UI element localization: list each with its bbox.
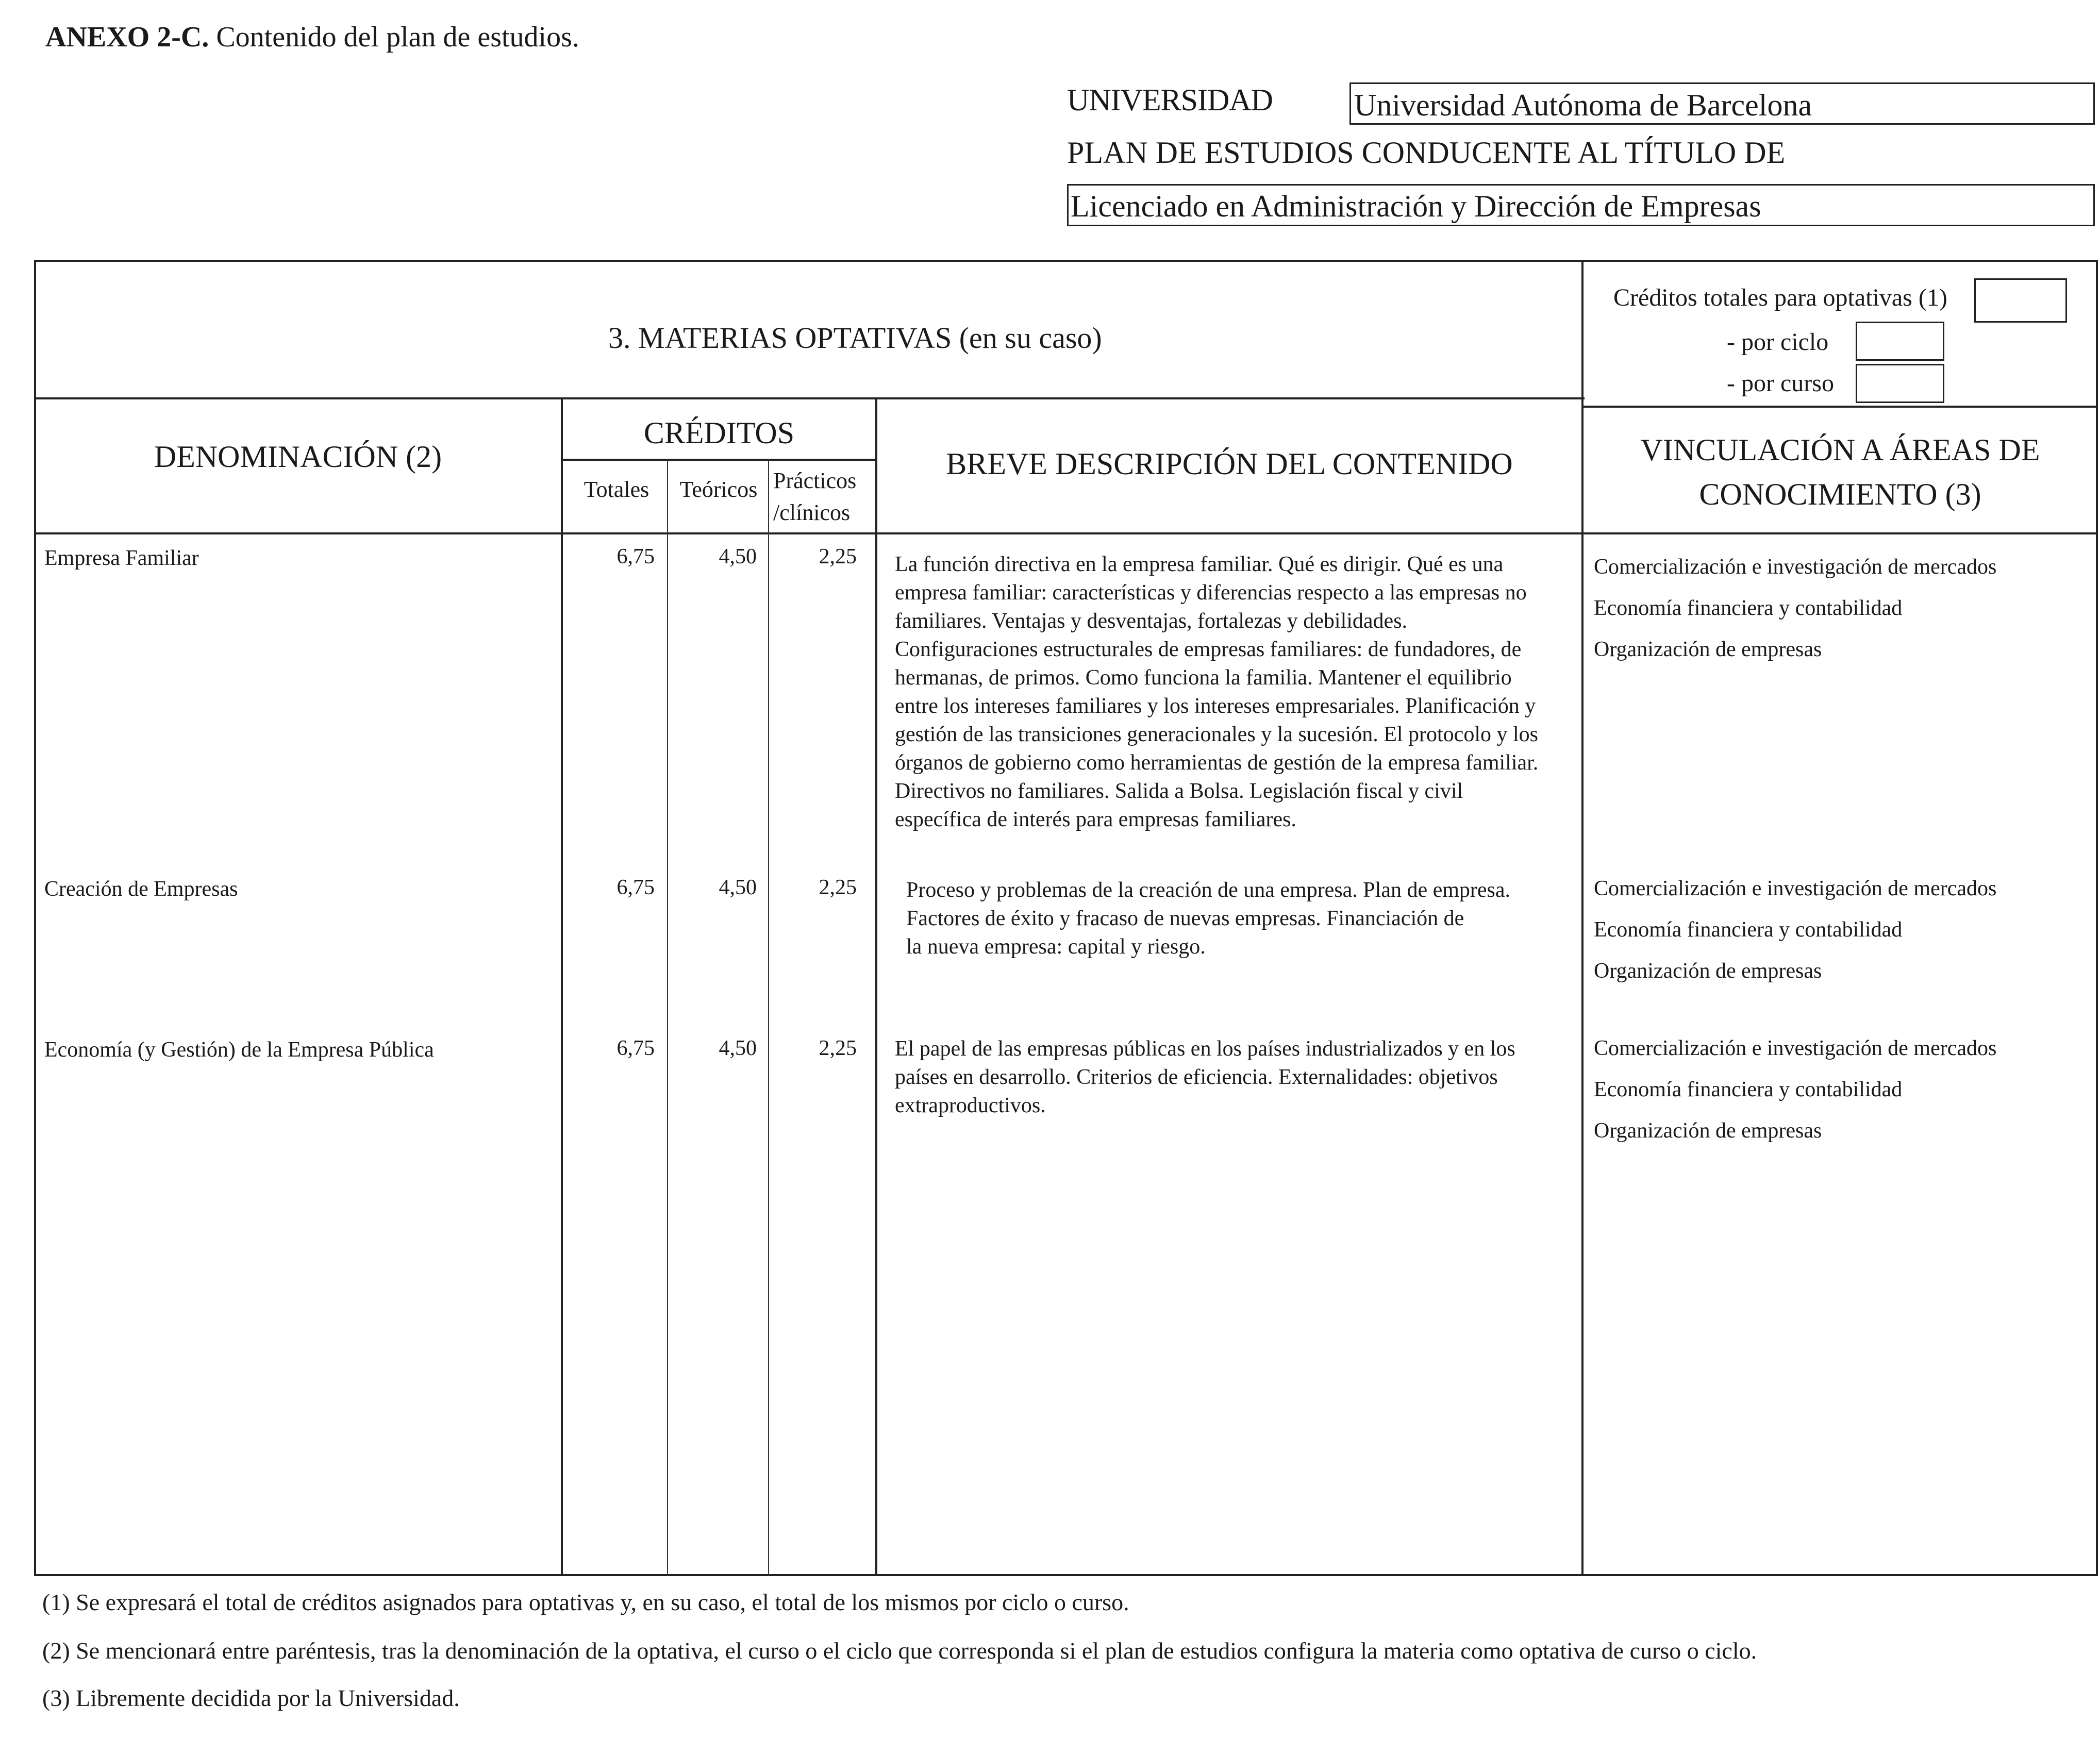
- table-divider: [34, 397, 1585, 399]
- table-divider: [561, 397, 563, 1576]
- row-teoricos: 4,50: [719, 876, 757, 899]
- area-item: Economía financiera y contabilidad: [1594, 1078, 1903, 1101]
- annex-number: ANEXO 2-C.: [45, 21, 209, 53]
- row-areas: [1594, 1028, 1996, 1151]
- header-vinculacion: [1582, 428, 2098, 516]
- table-divider: [1582, 406, 2098, 408]
- total-credits-box: [1974, 278, 2067, 323]
- description-line: Factores de éxito y fracaso de nuevas empresas. Financiación de: [906, 907, 1464, 930]
- header-creditos: CRÉDITOS: [643, 416, 795, 450]
- description-line: específica de interés para empresas familiares.: [895, 808, 1296, 831]
- description-line: la nueva empresa: capital y riesgo.: [906, 935, 1206, 959]
- total-credits-label: Créditos totales para optativas (1): [1613, 284, 1947, 311]
- degree-plan-label: PLAN DE ESTUDIOS CONDUCENTE AL TÍTULO DE: [1067, 136, 1786, 170]
- description-line: países en desarrollo. Criterios de eficiencia. Externalidades: objetivos: [895, 1065, 1498, 1089]
- row-practicos: 2,25: [819, 876, 857, 899]
- row-totales: 6,75: [616, 1036, 655, 1060]
- row-totales: 6,75: [616, 876, 655, 899]
- description-line: La función directiva en la empresa familiar. Qué es dirigir. Qué es una: [895, 553, 1504, 576]
- row-areas: [1594, 546, 1996, 670]
- row-descripcion: [895, 550, 1538, 834]
- table-divider: [768, 459, 769, 1576]
- header-teoricos: Teóricos: [679, 477, 758, 502]
- header-totales: Totales: [584, 477, 649, 502]
- area-item: Comercialización e investigación de mercados: [1594, 1036, 1997, 1060]
- area-item: Comercialización e investigación de mercados: [1594, 555, 1997, 579]
- degree-title-field: Licenciado en Administración y Dirección de Empresas: [1067, 184, 2095, 226]
- description-line: extraproductivos.: [895, 1094, 1046, 1117]
- per-cycle-label: - por ciclo: [1727, 328, 1829, 356]
- header-vinculacion-line2: CONOCIMIENTO (3): [1699, 477, 1981, 511]
- area-item: Economía financiera y contabilidad: [1594, 918, 1903, 942]
- footnote-1: (1) Se expresará el total de créditos asignados para optativas y, en su caso, el total de los mismos por ciclo o curso.: [42, 1589, 1129, 1615]
- annex-heading: [45, 21, 579, 54]
- university-label: UNIVERSIDAD: [1067, 83, 1273, 117]
- table-divider: [667, 459, 668, 1576]
- area-item: Comercialización e investigación de mercados: [1594, 877, 1997, 900]
- row-denominacion: Creación de Empresas: [44, 877, 238, 901]
- description-line: Configuraciones estructurales de empresas familiares: de fundadores, de: [895, 638, 1522, 661]
- row-teoricos: 4,50: [719, 545, 757, 568]
- per-course-label: - por curso: [1727, 370, 1834, 397]
- area-item: Organización de empresas: [1594, 1119, 1822, 1143]
- description-line: órganos de gobierno como herramientas de gestión de la empresa familiar.: [895, 751, 1539, 775]
- row-denominacion: Economía (y Gestión) de la Empresa Pública: [44, 1038, 434, 1062]
- description-line: entre los intereses familiares y los intereses empresariales. Planificación y: [895, 694, 1536, 718]
- header-denominacion: DENOMINACIÓN (2): [154, 440, 442, 474]
- header-practicos: [773, 465, 876, 529]
- description-line: El papel de las empresas públicas en los países industrializados y en los: [895, 1037, 1515, 1061]
- description-line: Proceso y problemas de la creación de una empresa. Plan de empresa.: [906, 878, 1511, 902]
- footnote-3: (3) Libremente decidida por la Universidad.: [42, 1685, 460, 1711]
- row-denominacion: Empresa Familiar: [44, 546, 199, 570]
- per-course-box: [1856, 364, 1944, 403]
- header-practicos-line2: /clínicos: [773, 500, 851, 525]
- table-divider: [34, 532, 2098, 534]
- table-divider: [875, 397, 877, 1576]
- header-descripcion: BREVE DESCRIPCIÓN DEL CONTENIDO: [946, 447, 1513, 481]
- description-line: empresa familiar: características y diferencias respecto a las empresas no: [895, 581, 1527, 605]
- footnote-2: (2) Se mencionará entre paréntesis, tras la denominación de la optativa, el curso o el ciclo que corresponda si el plan de estudios configura la materia como optativa de curso o ciclo.: [42, 1637, 1757, 1664]
- description-line: hermanas, de primos. Como funciona la familia. Mantener el equilibrio: [895, 666, 1512, 690]
- annex-subtitle: Contenido del plan de estudios.: [209, 21, 579, 53]
- table-divider: [562, 459, 876, 461]
- header-practicos-line1: Prácticos: [773, 468, 857, 493]
- header-vinculacion-line1: VINCULACIÓN A ÁREAS DE: [1640, 433, 2040, 467]
- row-practicos: 2,25: [819, 545, 857, 568]
- description-line: gestión de las transiciones generacionales y la sucesión. El protocolo y los: [895, 723, 1539, 746]
- row-teoricos: 4,50: [719, 1036, 757, 1060]
- description-line: familiares. Ventajas y desventajas, fortalezas y debilidades.: [895, 609, 1408, 633]
- area-item: Organización de empresas: [1594, 959, 1822, 983]
- area-item: Economía financiera y contabilidad: [1594, 596, 1903, 620]
- row-totales: 6,75: [616, 545, 655, 568]
- row-descripcion: [906, 876, 1510, 961]
- row-descripcion: [895, 1035, 1515, 1120]
- area-item: Organización de empresas: [1594, 638, 1822, 661]
- per-cycle-box: [1856, 322, 1944, 361]
- row-areas: [1594, 868, 1996, 992]
- section-title: 3. MATERIAS OPTATIVAS (en su caso): [608, 321, 1102, 355]
- description-line: Directivos no familiares. Salida a Bolsa. Legislación fiscal y civil: [895, 779, 1463, 803]
- university-field: Universidad Autónoma de Barcelona: [1349, 82, 2095, 125]
- row-practicos: 2,25: [819, 1036, 857, 1060]
